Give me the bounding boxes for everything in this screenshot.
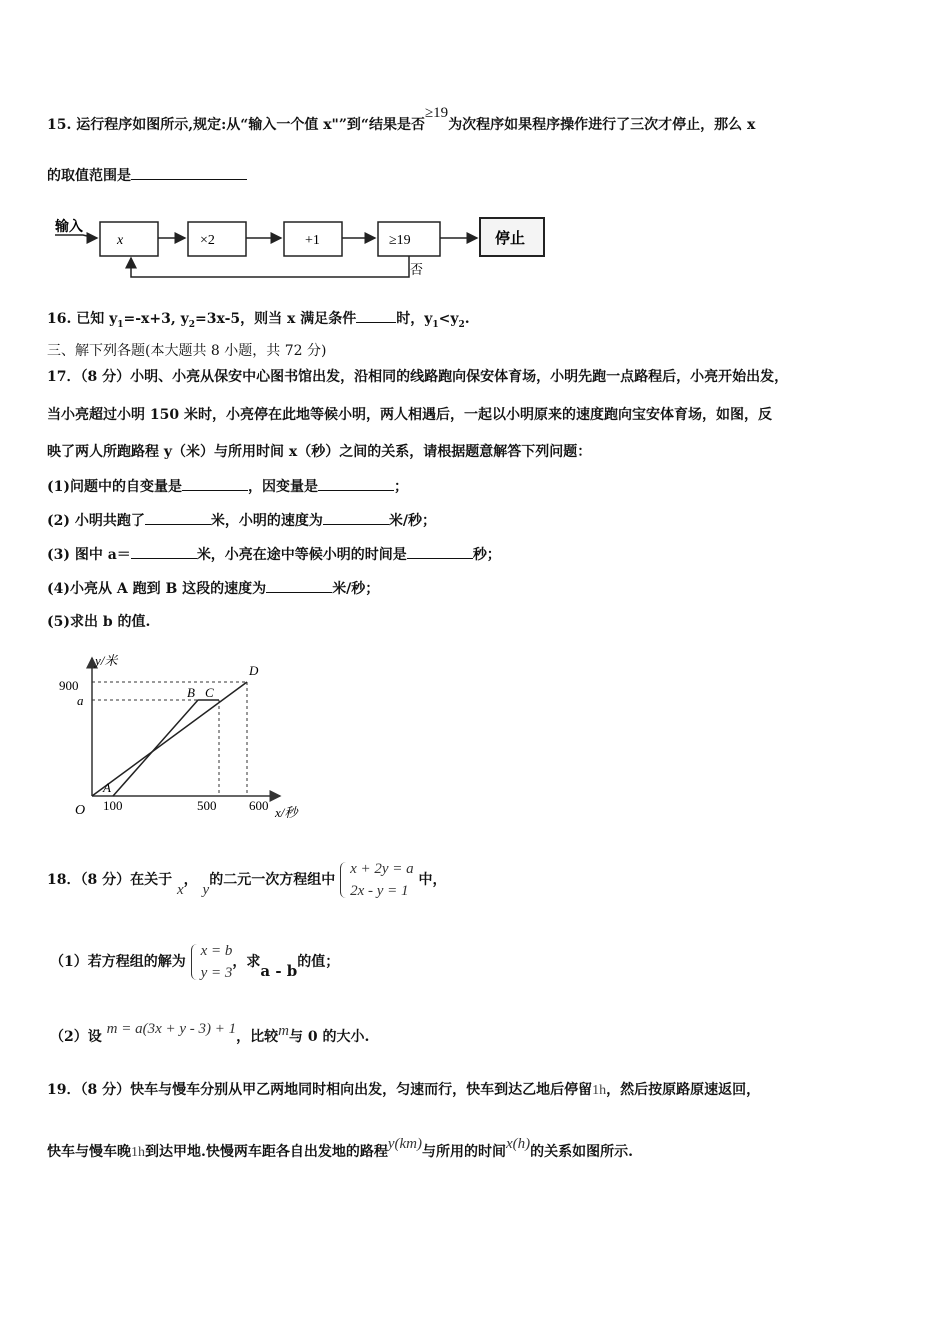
flow-box-times2 — [188, 222, 246, 256]
flow-no-label: 否 — [410, 262, 424, 277]
q17-p4-blank[interactable] — [266, 578, 332, 593]
flow-box-x — [100, 222, 158, 256]
graph-y-900: 900 — [59, 678, 79, 693]
flow-box-times2-label: ×2 — [200, 233, 215, 248]
graph-y-axis-label: y/米 — [95, 653, 118, 668]
q17-p1-blank1[interactable] — [182, 476, 248, 491]
graph-origin: O — [75, 803, 86, 818]
q16-answer-blank[interactable] — [356, 308, 396, 323]
flow-box-plus1-label: +1 — [305, 233, 320, 248]
q17-p3-blank2[interactable] — [407, 544, 473, 559]
q18-system: x + 2y = a 2x - y = 1 — [340, 858, 414, 902]
graph-point-b: B — [187, 685, 195, 700]
q16-line: 16. 已知 $y_1=-x+3$, $y_2=3x-5$，则当 x 满足条件 时，$y_1<y_2$. — [47, 308, 470, 335]
q17-part2: (2) 小明共跑了 米，小明的速度为 米/秒； — [47, 510, 436, 531]
q17-p2-blank1[interactable] — [145, 510, 211, 525]
q15-line2: 的取值范围是 — [47, 165, 247, 186]
q19-line1: 19．（8 分）快车与慢车分别从甲乙两地同时相向出发，匀速而行，快车到达乙地后停留1h，然后按原路原速返回， — [47, 1082, 761, 1098]
q18-line1: 18．（8 分）在关于 x， y的二元一次方程组中 x + 2y = a 2x - y = 1 中， — [47, 858, 447, 908]
q17-graph — [55, 648, 325, 828]
q15-answer-blank[interactable] — [131, 165, 247, 180]
graph-x-500: 500 — [197, 798, 217, 813]
graph-x-600: 600 — [249, 798, 269, 813]
graph-x-axis-label: x/秒 — [275, 805, 298, 820]
graph-x-100: 100 — [103, 798, 123, 813]
flow-box-stop-label: 停止 — [495, 231, 526, 247]
q17-line3: 映了两人所跑路程 y（米）与所用时间 x（秒）之间的关系，请根据题意解答下列问题： — [47, 444, 592, 460]
q17-line2: 当小亮超过小明 150 米时，小亮停在此地等候小明，两人相遇后，一起以小明原来的速度跑向宝安体育场，如图，反 — [47, 407, 772, 423]
flow-box-x-label: x — [117, 233, 124, 248]
q15-line1: 15. 运行程序如图所示,规定:从“输入一个值 x"”到“结果是否≥19为次程序如果程序操作进行了三次才停止，那么 x — [47, 105, 756, 133]
flow-box-cond-label: ≥19 — [389, 233, 411, 248]
graph-y-a: a — [77, 693, 84, 708]
q17-part5: (5)求出 b 的值. — [47, 614, 151, 630]
q19-line2: 快车与慢车晚1h到达甲地.快慢两车距各自出发地的路程y(km)与所用的时间x(h)的关系如图所示. — [47, 1136, 634, 1160]
q18-solution-system: x = b y = 3 — [191, 940, 233, 984]
graph-line-xiaoming — [92, 682, 247, 796]
q17-p3-blank1[interactable] — [131, 544, 197, 559]
q15-condition: ≥19 — [424, 105, 449, 121]
q18-part1: （1）若方程组的解为 x = b y = 3，求a - b的值； — [50, 940, 339, 990]
graph-point-a: A — [103, 780, 111, 795]
flow-input-label: 输入 — [55, 220, 83, 235]
q17-p1-blank2[interactable] — [318, 476, 394, 491]
q17-part3: (3) 图中 a＝ 米，小亮在途中等候小明的时间是 秒； — [47, 544, 501, 565]
q17-line1: 17．（8 分）小明、小亮从保安中心图书馆出发，沿相同的线路跑向保安体育场，小明先跑一点路程后，小亮开始出发， — [47, 369, 789, 385]
graph-point-c: C — [205, 685, 214, 700]
q17-p2-blank2[interactable] — [323, 510, 389, 525]
q18-part2: （2）设 m = a(3x + y - 3) + 1，比较m与 0 的大小. — [50, 1021, 370, 1045]
q17-part1: (1)问题中的自变量是 ，因变量是 ； — [47, 476, 408, 497]
graph-point-d: D — [249, 663, 259, 678]
section3-title: 三、解下列各题(本大题共 8 小题，共 72 分) — [47, 343, 327, 359]
q15-flowchart — [45, 205, 565, 280]
q17-part4: (4)小亮从 A 跑到 B 这段的速度为 米/秒； — [47, 578, 379, 599]
